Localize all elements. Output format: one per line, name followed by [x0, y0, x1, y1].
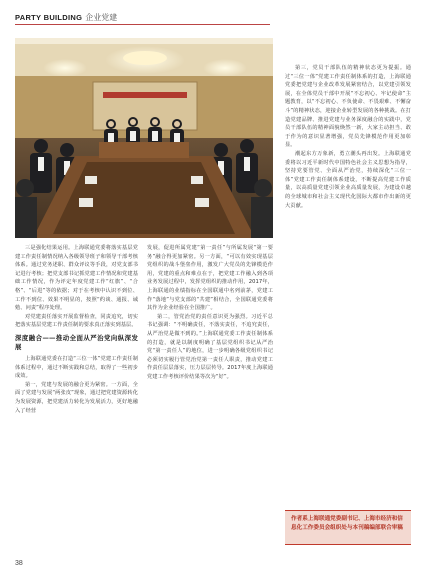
author-note-box — [285, 510, 411, 545]
paragraph: 对党建责任落实开展监督检查，同责追究，切实把落实基层党建工作责任制的要求真正落实到基层。 — [15, 313, 138, 329]
section-header — [15, 10, 117, 24]
paragraph: 三是强化结果运用。上海联通党委将落实基层党建工作责任制情况纳入各级领导班子和领导干部考核体系。通过党务述职、群众评议等手段，对党支部书记进行考核；把党支部书记抓党建工作情况和党建基础工作情况，作为评定年度党建工作“红旗”、“合格”、“后进”等的依据；对于在考核中认识不到位、工作不到位、效果不明显的，按照“约谈、通报、诫勉、问责”程序处理。 — [15, 245, 138, 312]
section-title-en: PARTY BUILDING — [15, 12, 83, 22]
subheading: 深度融合——推动全面从严治党向纵深发展 — [15, 333, 138, 351]
paragraph: 第三，党员干部队伍的精神状态更为提振。通过“三位一体”党建工作责任制体系的打造，上海联通党委把党建与企业改革发展紧密结合，以党建引领发展，在全体党员干部中开展“不忘初心、牢记使命”主题教育，以“不忘初心、不负使命、不畏艰难、不懈奋斗”的精神状态，迎接企业转型发展的各种挑战。在打造党建品牌、推进党建与业务深度融合的实践中，党员干部队伍的精神面貌焕然一新，大家主动担当、敢于作为的意识显著增强，党员先锋模范作用更加彰显。 — [285, 65, 411, 149]
paragraph: 发展，促进所属党建“第一责任”与所属发展“第一要务”融合得更加紧密。另一方面，“可以有效实现基层党组织的战斗堡垒作用，激发广大党员的先锋模范作用，党建的重点和难点在于，把党建工作融入到各项业务发展过程中，发挥党组织的推动作用，2017年，上海联通的业绩指标在全国联通中名列前茅，党建工作“落地”与党支部的“共建”相结合，全国联通党委将其作为企业经验在全国推广。 — [147, 245, 273, 312]
paragraph: 上海联通党委在打造“三位一体”党建工作责任制体系过程中，通过不断实践和总结，取得了一些初步成效。 — [15, 355, 138, 380]
article-column-2 — [147, 244, 273, 382]
section-title-zh: 企业党建 — [85, 12, 118, 22]
article-column-1 — [15, 244, 138, 415]
author-note: 作者系上海联通党委副书记、上海市经济和信息化工作委员会组织处与本刊稿编部联合审稿 — [291, 516, 403, 531]
article-column-3 — [285, 64, 411, 210]
header-rule — [15, 24, 270, 25]
paragraph: 潮起东方万象新，勇立潮头再出发。上海联通党委将以习近平新时代中国特色社会主义思想为指导，坚持党要管党、全面从严治党，持续深化“三位一体”党建工作责任制体系建设，不断提高党建工作质量，以高质量党建引领企业高质量发展，为建设卓越的全球城市和社会主义现代化国际大都市作出新的更大贡献。 — [285, 150, 411, 209]
paragraph: 第二，管党治党的责任意识更为强烈。习近平总书记强调：“不明确责任，不落实责任，不追究责任，从严治党是做不到的。”上海联通党委工作责任制体系的打造，就是以制度明确了基层党组织书记从严治党“第一责任人”的地位，进一步明确各级党组织书记必须切实履行管党治党第一责任人职责，推动党建工作责任层层落实，压力层层传导。2017年度上海联通党建工作考核评价结果等次为“好”。 — [147, 313, 273, 380]
paragraph: 第一，党建与发展的融合更为紧密。一方面，全面了党建与发展“两张皮”现象，通过把党建资源转化为发展资源，把党建活力转化为发展活力，更好地融入了经营 — [15, 381, 138, 414]
meeting-photo — [15, 38, 273, 238]
page-number: 38 — [15, 560, 23, 567]
